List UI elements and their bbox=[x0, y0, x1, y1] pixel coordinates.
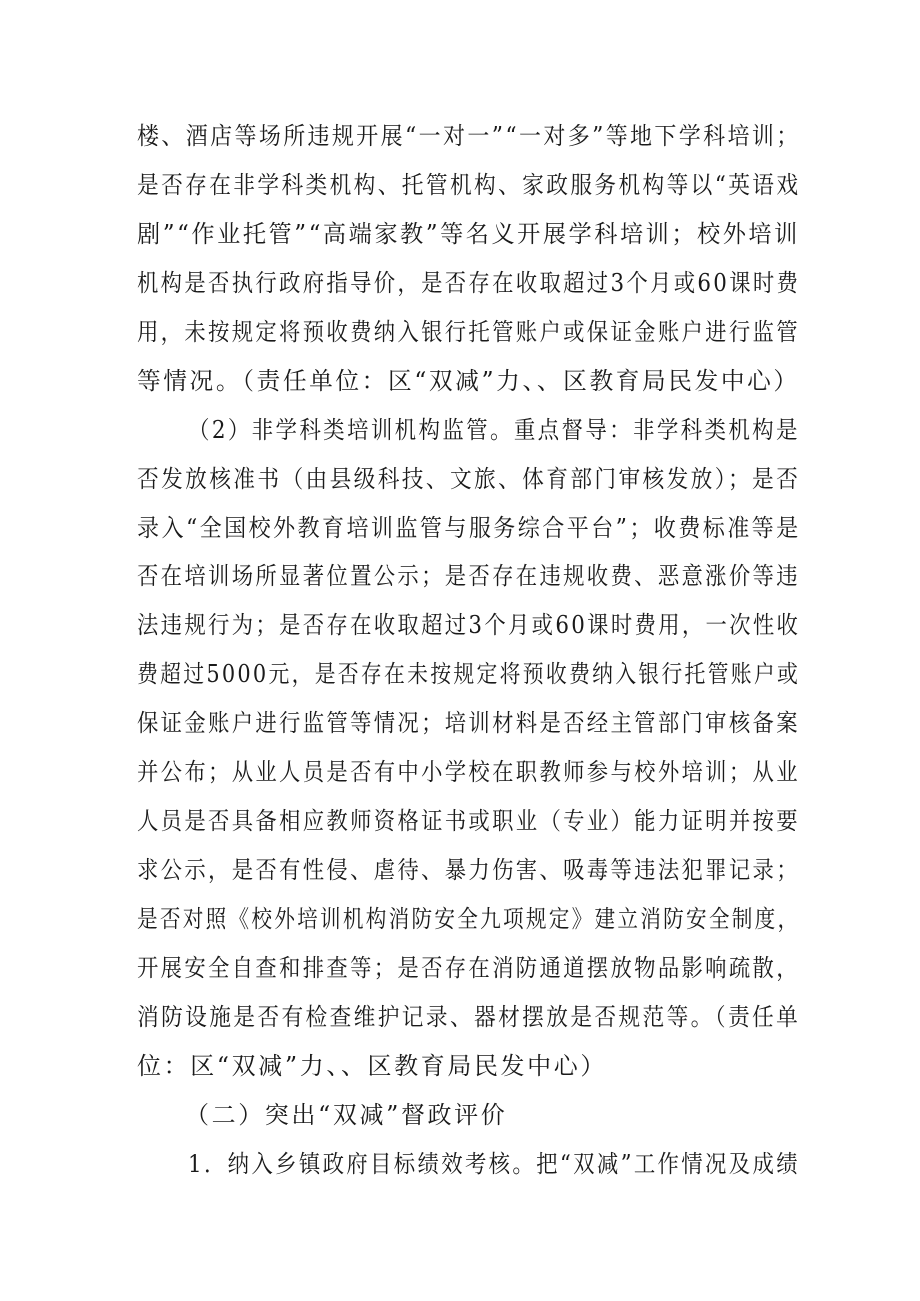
text-line: 开展安全自查和排查等；是否存在消防通道摆放物品影响疏散， bbox=[137, 954, 800, 982]
text-line: 求公示，是否有性侵、虐待、暴力伤害、吸毒等违法犯罪记录； bbox=[137, 856, 800, 884]
text-line: 否在培训场所显著位置公示；是否存在违规收费、恶意涨价等违 bbox=[137, 562, 800, 590]
section-heading: （二）突出“双减”督政评价 bbox=[185, 1101, 508, 1129]
text-line: 机构是否执行政府指导价，是否存在收取超过3个月或60课时费 bbox=[137, 269, 801, 297]
text-line: 是否存在非学科类机构、托管机构、家政服务机构等以“英语戏 bbox=[137, 171, 801, 199]
text-line: 法违规行为；是否存在收取超过3个月或60课时费用，一次性收 bbox=[137, 611, 801, 639]
text-line: 楼、酒店等场所违规开展“一对一”“一对多”等地下学科培训； bbox=[137, 122, 801, 150]
text-line: 并公布；从业人员是否有中小学校在职教师参与校外培训；从业 bbox=[137, 758, 800, 786]
text-line: 否发放核准书（由县级科技、文旅、体育部门审核发放）；是否 bbox=[137, 465, 801, 493]
text-line: 等情况。（责任单位：区“双减”力、、区教育局民发中心） bbox=[137, 367, 800, 395]
text-line: 录入“全国校外教育培训监管与服务综合平台”；收费标准等是 bbox=[137, 514, 801, 542]
text-line: 消防设施是否有检查维护记录、器材摆放是否规范等。（责任单 bbox=[137, 1003, 801, 1031]
paragraph-start-line: 1．纳入乡镇政府目标绩效考核。把“双减”工作情况及成绩 bbox=[188, 1150, 800, 1178]
text-line: 剧”“作业托管”“高端家教”等名义开展学科培训；校外培训 bbox=[137, 220, 800, 248]
paragraph-start-line: （2）非学科类培训机构监管。重点督导：非学科类机构是 bbox=[188, 416, 800, 444]
text-line: 费超过5000元，是否存在未按规定将预收费纳入银行托管账户或 bbox=[137, 660, 801, 688]
text-line: 是否对照《校外培训机构消防安全九项规定》建立消防安全制度， bbox=[137, 905, 801, 933]
text-line: 用，未按规定将预收费纳入银行托管账户或保证金账户进行监管 bbox=[137, 318, 800, 346]
text-line: 保证金账户进行监管等情况；培训材料是否经主管部门审核备案 bbox=[137, 709, 800, 737]
text-line: 位：区“双减”力、、区教育局民发中心） bbox=[137, 1052, 607, 1080]
text-line: 人员是否具备相应教师资格证书或职业（专业）能力证明并按要 bbox=[137, 807, 800, 835]
